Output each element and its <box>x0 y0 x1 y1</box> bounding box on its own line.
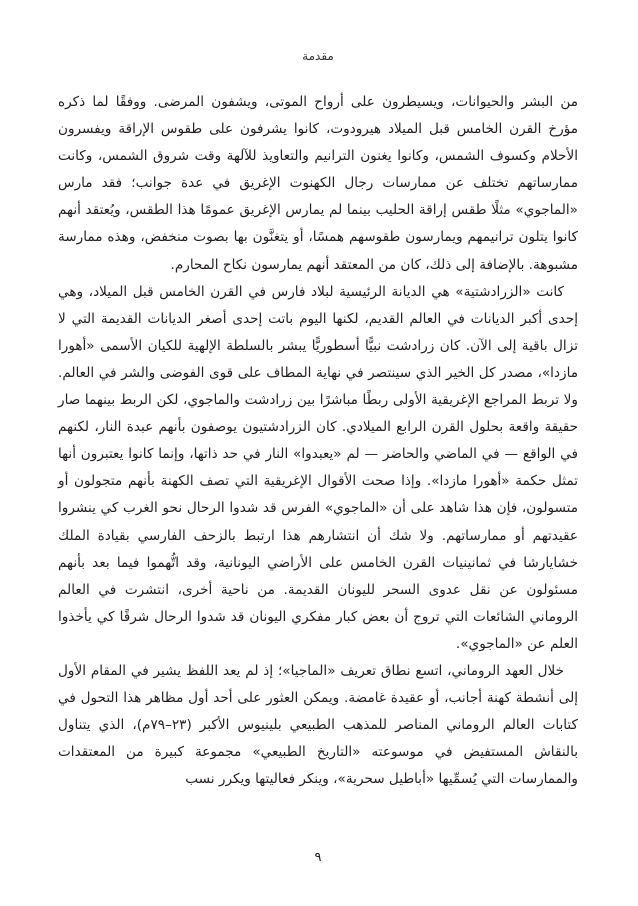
paragraph-continued: من البشر والحيوانات، ويسيطرون على أرواح الموتى، ويشفون المرضى. ووفقًا لما ذكره مؤرخ القرن الخامس قبل الميلاد هيرودوت، كانوا يشرفون على طقوس الإراقة ويفسرون الأحلام وكسوف الشمس، وكانوا يغنون الترانيم والتعاويذ للآلهة وقت شروق الشمس، وكانت ممارساتهم تختلف عن ممارسات رجال الكهنوت الإغريق في عدة جوانب؛ فقد مارس «الماجوي» مثلًا طقس إراقة الحليب بينما لم يمارس الإغريق عمومًا هذا الطقس، ويُعتقد أنهم كانوا يتلون ترانيمهم ويمارسون طقوسهم همسًا، أو يتغنَّون بها بصوت منخفض، وهذه ممارسة مشبوهة. بالإضافة إلى ذلك، كان من المعتقد أنهم يمارسون نكاح المحارم. <box>58 94 578 273</box>
book-page <box>58 0 578 906</box>
page-number: ٩ <box>314 850 322 865</box>
paragraph-zoroastrianism: كانت «الزرادشتية» هي الديانة الرئيسية لبلاد فارس في القرن الخامس قبل الميلاد، وهي إحدى أكبر الديانات في العالم القديم، لكنها اليوم باتت إحدى أصغر الديانات القديمة التي لا تزال باقية إلى الآن. كان زرادشت نبيًّا أسطوريًّا يبشر بالسلطة الإلهية للكيان الأسمى «أهورا مازدا»، مصدر كل الخير الذي سينتصر في نهاية المطاف على قوى الفوضى والشر في العالم. ولا تربط المراجع الإغريقية الأولى ربطًا مباشرًا بين زرادشت والماجوي، لكن الربط بينهما صار حقيقة واقعة بحلول القرن الرابع الميلادي. كان الزرادشتيون يوصفون بأنهم عبدة النار، لكنهم في الواقع — في الماضي والحاضر — لم «يعبدوا» النار في حد ذاتها، وإنما كانوا يعتبرون أنها تمثل حكمة «أهورا مازدا». وإذا صحت الأقوال الإغريقية التي تصف الكهنة بأنهم متجولون أو متسولون، فإن هذا شاهد على أن «الماجوي» الفرس قد شدوا الرحال نحو الغرب كي ينشروا عقيدتهم أو ممارساتهم. ولا شك أن انتشارهم هذا ارتبط بالزحف الفارسي بقيادة الملك خشايارشا في ثمانينيات القرن الخامس على الأراضي اليونانية، وقد اتُّهموا فيما بعد بأنهم مسئولون عن نقل عدوى السحر لليونان القديمة. من ناحية أخرى، انتشرت في العالم الروماني الشائعات التي تروج أن بعض كبار مفكري اليونان قد شدوا الرحال شرقًا كي يأخذوا العلم عن «الماجوي». <box>58 283 578 652</box>
running-header: مقدمة <box>302 49 334 63</box>
paragraph-roman-era: خلال العهد الروماني، اتسع نطاق تعريف «الماجيا»؛ إذ لم يعد اللفظ يشير في المقام الأول إلى أنشطة كهنة أجانب، أو عقيدة غامضة. ويمكن العثور على أحد أول مظاهر هذا التحول في كتابات العالم الروماني المناصر للمذهب الطبيعي بلينيوس الأكبر (٢٣–٧٩م)، الذي يتناول بالنقاش المستفيض في موسوعته «التاريخ الطبيعي» مجموعة كبيرة من المعتقدات والممارسات التي يُسمِّيها «أباطيل سحرية»، وينكر فعاليتها ويكرر نسب <box>58 662 579 788</box>
body-text <box>58 89 578 793</box>
